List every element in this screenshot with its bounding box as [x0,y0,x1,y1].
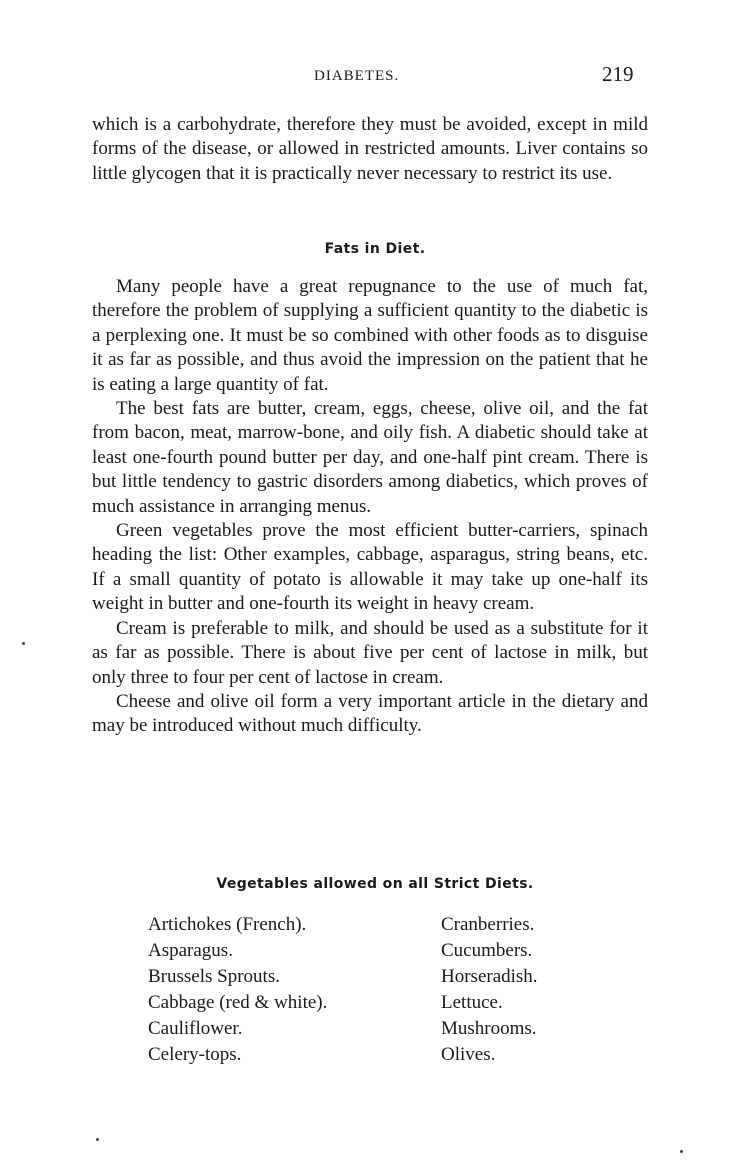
page-number: 219 [602,62,634,86]
vegetable-item: Cabbage (red & white). [148,992,328,1013]
vegetables-list-left [148,912,327,1068]
vegetable-item: Lettuce. [441,992,503,1013]
paper-speck [22,642,25,645]
fats-paragraph: Green vegetables prove the most efficient butter-carriers, spinach heading the list: Other examples, cabbage, asparagus, string beans, etc. If a small quantity of potato is allowable it may take up one-half its weight in butter and one-fourth its weight in heavy cream. [92,520,648,615]
lead-paragraph: which is a carbohydrate, therefore they must be avoided, except in mild forms of the disease, or allowed in restricted amounts. Liver contains so little glycogen that it is practically never necessary to restrict its use. [92,114,648,184]
vegetable-item: Olives. [441,1044,496,1065]
vegetable-item: Cranberries. [441,914,535,935]
vegetable-item: Brussels Sprouts. [148,966,280,987]
vegetable-item: Horseradish. [441,966,538,987]
lead-paragraph-block [92,113,648,186]
running-head [0,62,750,90]
paper-speck [680,1150,683,1153]
fats-paragraph: Cream is preferable to milk, and should be used as a substitute for it as far as possible. There is about five per cent of lactose in milk, but only three to four per cent of lactose in cream. [92,617,648,688]
fats-paragraph: Cheese and olive oil form a very important article in the dietary and may be introduced without much difficulty. [92,690,648,737]
vegetables-section-heading: Vegetables allowed on all Strict Diets. [216,876,534,892]
vegetable-item: Asparagus. [148,940,233,961]
vegetable-item: Artichokes (French). [148,914,307,935]
vegetables-list-right [441,912,538,1068]
fats-section-heading: Fats in Diet. [324,241,426,257]
vegetable-item: Mushrooms. [441,1018,537,1039]
vegetable-item: Cucumbers. [441,940,533,961]
paper-speck [96,1138,99,1141]
fats-paragraph: The best fats are butter, cream, eggs, cheese, olive oil, and the fat from bacon, meat, marrow-bone, and oily fish. A diabetic should take at least one-fourth pound butter per day, and one-half pint cream. There is but little tendency to gastric disorders among diabetics, which proves of much assistance in arranging menus. [92,398,648,517]
fats-paragraph: Many people have a great repugnance to the use of much fat, therefore the problem of supplying a sufficient quantity to the diabetic is a perplexing one. It must be so combined with other foods as to disguise it as far as possible, and thus avoid the impression on the patient that he is eating a large quantity of fat. [92,276,648,395]
fats-section-body [92,275,648,739]
vegetable-item: Celery-tops. [148,1044,242,1065]
vegetable-item: Cauliflower. [148,1018,243,1039]
running-title: DIABETES. [314,68,400,84]
